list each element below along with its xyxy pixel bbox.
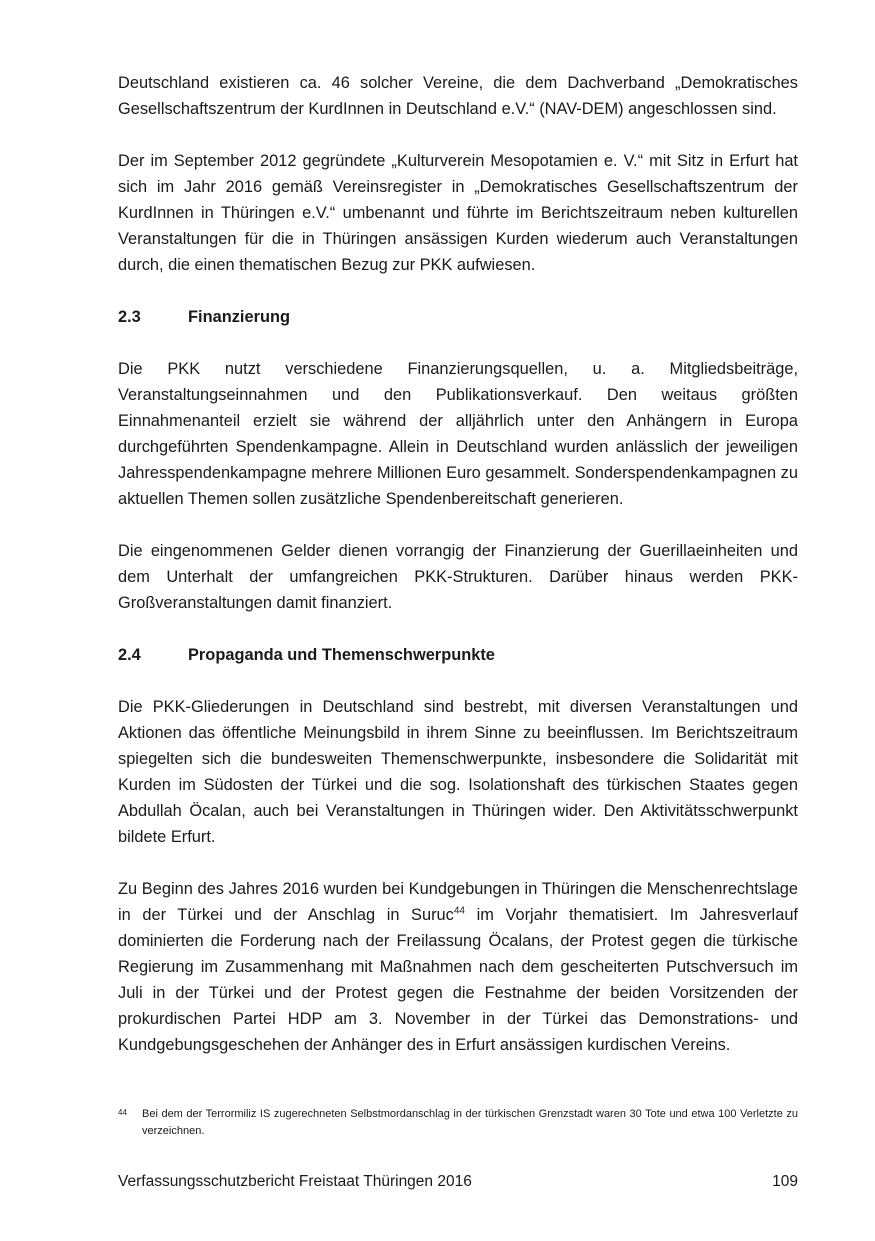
section-number: 2.4 <box>118 646 141 664</box>
footnote-text: Bei dem der Terrormiliz IS zugerechneten Selbstmordanschlag in der türkischen Grenzstadt waren 30 Tote und etwa 100 Verletzte zu verzeichnen. <box>142 1108 798 1137</box>
section-heading-propaganda <box>118 642 798 668</box>
section-heading-finanzierung <box>118 304 798 330</box>
paragraph-text-start: Zu Beginn des Jahres 2016 wurden bei Kundgebungen in Thüringen die Menschenrechtslage in der Türkei und der Anschlag in Suruc <box>118 880 798 924</box>
footnote <box>118 1106 798 1140</box>
section-title: Propaganda und Themenschwerpunkte <box>188 646 495 664</box>
paragraph-gelder: Die eingenommenen Gelder dienen vorrangig der Finanzierung der Guerillaeinheiten und dem Unterhalt der umfangreichen PKK-Strukturen. Darüber hinaus werden PKK-Großveranstaltungen damit finanziert. <box>118 542 798 612</box>
footnote-number: 44 <box>118 1108 127 1117</box>
publication-title: Verfassungsschutzbericht Freistaat Thüringen 2016 <box>118 1173 472 1190</box>
paragraph-kundgebungen <box>118 876 798 1058</box>
page-body <box>118 70 798 1084</box>
paragraph-finanzierungsquellen: Die PKK nutzt verschiedene Finanzierungsquellen, u. a. Mitgliedsbeiträge, Veranstaltungseinnahmen und den Publikationsverkauf. Den weitaus größten Einnahmenanteil erzielt sie während der alljährlich unter den Anhängern in Europa durchgeführten Spendenkampagne. Allein in Deutschland wurden anlässlich der jeweiligen Jahresspendenkampagne mehrere Millionen Euro gesammelt. Sonderspendenkampagnen zu aktuellen Themen sollen zusätzliche Spendenbereitschaft generieren. <box>118 360 798 508</box>
paragraph-text-end: im Vorjahr thematisiert. Im Jahresverlauf dominierten die Forderung nach der Freilassung Öcalans, der Protest gegen die türkische Regierung im Zusammenhang mit Maßnahmen nach dem gescheiterten Putschversuch im Juli in der Türkei und der Protest gegen die Festnahme der beiden Vorsitzenden der prokurdischen Partei HDP am 3. November in der Türkei das Demonstrations- und Kundgebungsgeschehen der Anhänger des in Erfurt ansässigen kurdischen Vereins. <box>118 906 798 1054</box>
section-number: 2.3 <box>118 308 141 326</box>
section-title: Finanzierung <box>188 308 290 326</box>
paragraph-nav-dem: Deutschland existieren ca. 46 solcher Vereine, die dem Dachverband „Demokratisches Gesellschaftszentrum der KurdInnen in Deutschland e.V.“ (NAV-DEM) angeschlossen sind. <box>118 74 798 118</box>
footnote-reference[interactable]: 44 <box>453 905 465 917</box>
page-number: 109 <box>772 1173 798 1190</box>
paragraph-kulturverein: Der im September 2012 gegründete „Kulturverein Mesopotamien e. V.“ mit Sitz in Erfurt hat sich im Jahr 2016 gemäß Vereinsregister in „Demokratisches Gesellschaftszentrum der KurdInnen in Thüringen e.V.“ umbenannt und führte im Berichtszeitraum neben kulturellen Veranstaltungen für die in Thüringen ansässigen Kurden wiederum auch Veranstaltungen durch, die einen thematischen Bezug zur PKK aufwiesen. <box>118 152 798 274</box>
paragraph-gliederungen: Die PKK-Gliederungen in Deutschland sind bestrebt, mit diversen Veranstaltungen und Aktionen das öffentliche Meinungsbild in ihrem Sinne zu beeinflussen. Im Berichtszeitraum spiegelten sich die bundesweiten Themenschwerpunkte, insbesondere die Solidarität mit Kurden im Südosten der Türkei und die sog. Isolationshaft des türkischen Staates gegen Abdullah Öcalan, auch bei Veranstaltungen in Thüringen wider. Den Aktivitätsschwerpunkt bildete Erfurt. <box>118 698 798 846</box>
page-footer <box>118 1170 798 1194</box>
